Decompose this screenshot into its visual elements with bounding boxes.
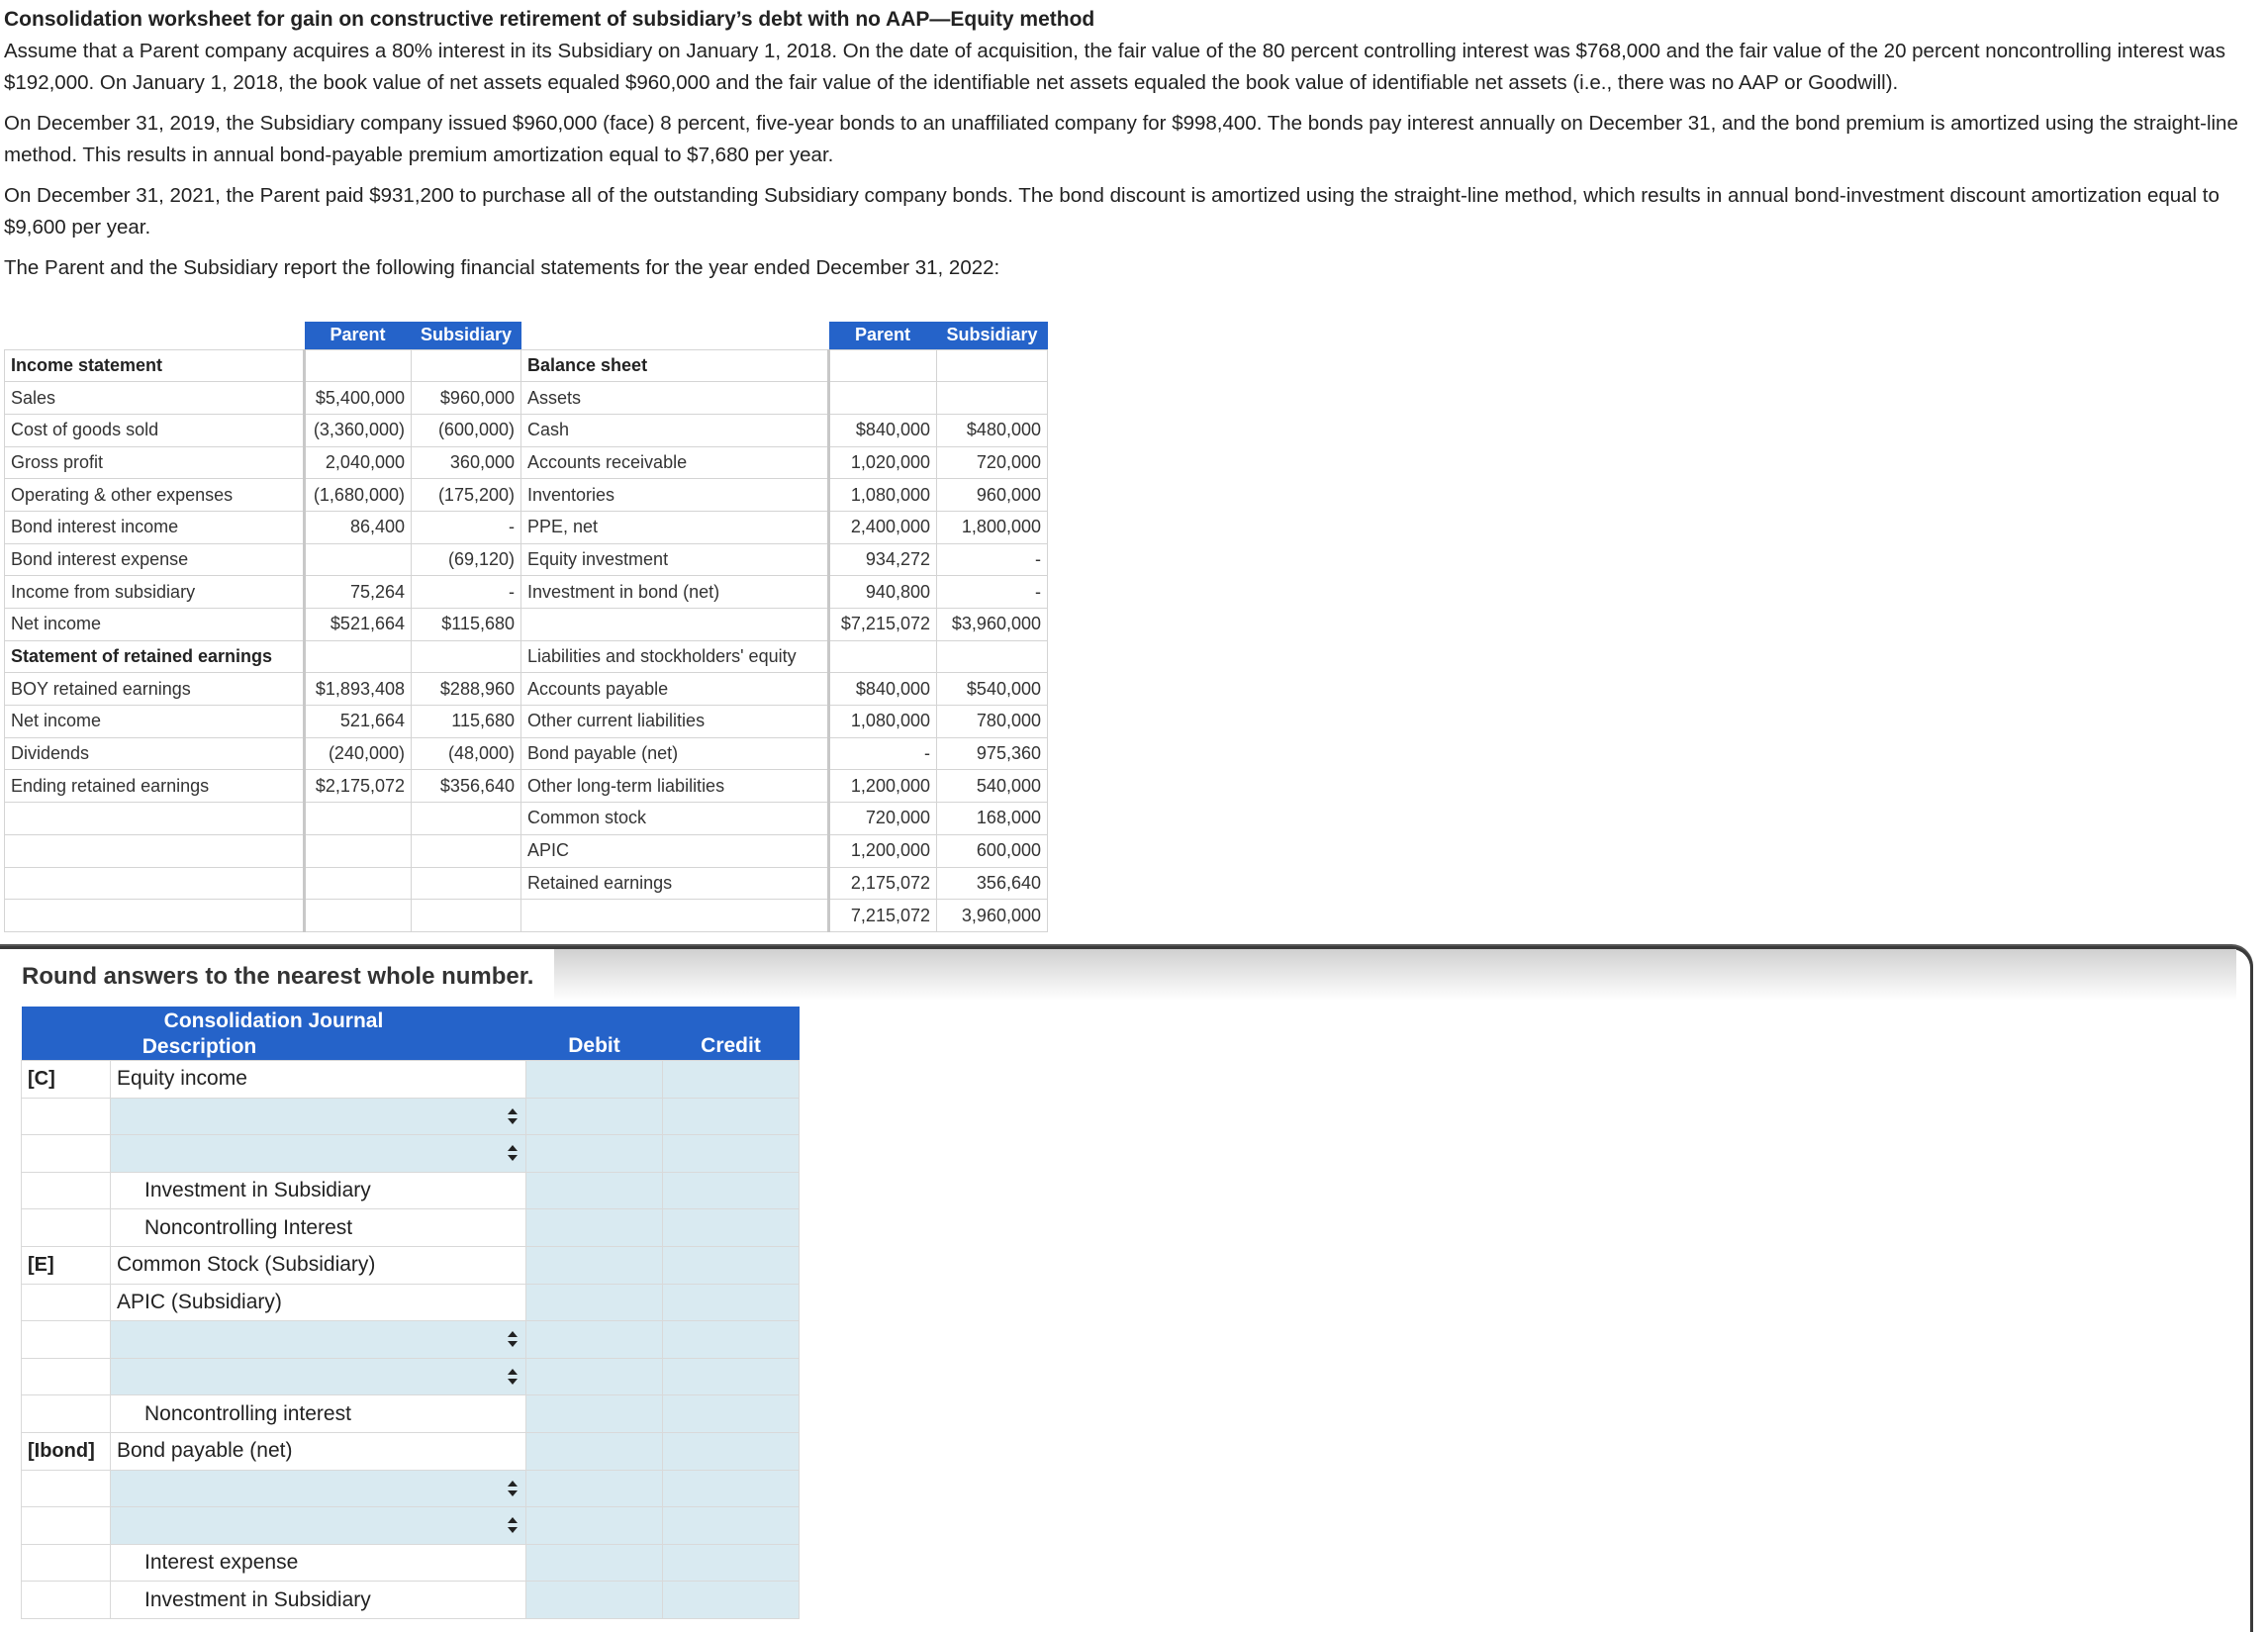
fin-label-cell: BOY retained earnings — [5, 673, 305, 706]
fin-value-cell — [305, 867, 412, 900]
fin-label-cell: Accounts payable — [521, 673, 829, 706]
fin-row — [5, 511, 1048, 543]
entry-code: [E] — [22, 1246, 111, 1284]
debit-input[interactable] — [526, 1544, 663, 1582]
fin-label-cell: Liabilities and stockholders' equity — [521, 640, 829, 673]
fin-label-cell: Net income — [5, 609, 305, 641]
fin-value-cell: - — [829, 737, 937, 770]
fin-value-cell: 720,000 — [937, 446, 1048, 479]
fin-value-cell: 1,080,000 — [829, 706, 937, 738]
journal-panel — [0, 946, 2253, 1632]
fin-value-cell — [412, 640, 521, 673]
fin-label-cell: Net income — [5, 706, 305, 738]
fin-label-cell — [5, 803, 305, 835]
fin-value-cell: 7,215,072 — [829, 900, 937, 932]
credit-input[interactable] — [663, 1582, 800, 1619]
fin-value-cell: $115,680 — [412, 609, 521, 641]
account-select[interactable] — [111, 1321, 526, 1359]
header-spacer — [5, 322, 305, 349]
account-select[interactable] — [111, 1470, 526, 1507]
fin-row — [5, 803, 1048, 835]
fin-label-cell: Ending retained earnings — [5, 770, 305, 803]
fin-value-cell: $960,000 — [412, 382, 521, 415]
fin-value-cell — [937, 382, 1048, 415]
fin-label-cell — [521, 900, 829, 932]
fin-row — [5, 609, 1048, 641]
fin-label-cell: Bond interest expense — [5, 543, 305, 576]
journal-row — [22, 1470, 800, 1507]
entry-code — [22, 1098, 111, 1135]
fin-value-cell: 115,680 — [412, 706, 521, 738]
debit-input[interactable] — [526, 1098, 663, 1135]
select-arrows-icon — [506, 1107, 520, 1125]
credit-input[interactable] — [663, 1098, 800, 1135]
problem-statement — [4, 4, 2260, 293]
fin-label-cell: Inventories — [521, 479, 829, 512]
fin-label-cell: Investment in bond (net) — [521, 576, 829, 609]
fin-label-cell: Operating & other expenses — [5, 479, 305, 512]
fin-value-cell: 2,175,072 — [829, 867, 937, 900]
entry-code: [C] — [22, 1061, 111, 1099]
fin-value-cell: $840,000 — [829, 673, 937, 706]
fin-label-cell — [521, 609, 829, 641]
credit-input[interactable] — [663, 1246, 800, 1284]
fin-label-cell: Balance sheet — [521, 349, 829, 382]
col-header-credit: Credit — [663, 1007, 800, 1061]
fin-value-cell: 720,000 — [829, 803, 937, 835]
fin-label-cell: Sales — [5, 382, 305, 415]
fin-value-cell: 960,000 — [937, 479, 1048, 512]
credit-input[interactable] — [663, 1470, 800, 1507]
fin-label-cell: PPE, net — [521, 511, 829, 543]
journal-header-row — [22, 1007, 800, 1061]
select-arrows-icon — [506, 1368, 520, 1386]
credit-input[interactable] — [663, 1209, 800, 1247]
col-header-description: Description — [142, 1035, 257, 1058]
credit-input[interactable] — [663, 1135, 800, 1173]
fin-row — [5, 834, 1048, 867]
account-select[interactable] — [111, 1507, 526, 1545]
fin-value-cell: 86,400 — [305, 511, 412, 543]
entry-code — [22, 1507, 111, 1545]
fin-value-cell: (1,680,000) — [305, 479, 412, 512]
fin-value-cell — [305, 640, 412, 673]
credit-input[interactable] — [663, 1395, 800, 1433]
problem-paragraph: Assume that a Parent company acquires a 80% interest in its Subsidiary on January 1, 2018. On the date of acquisition, the fair value of the 80 percent controlling interest was $768,000 and the fair value of the 20 percent noncontrolling interest was $192,000. On January 1, 2018, the book value of net assets equaled $960,000 and the fair value of the identifiable net assets equaled the book value of identifiable net assets (i.e., there was no AAP or Goodwill). — [4, 40, 2225, 94]
journal-row — [22, 1246, 800, 1284]
fin-value-cell: 975,360 — [937, 737, 1048, 770]
fin-value-cell: 2,400,000 — [829, 511, 937, 543]
fin-value-cell: $5,400,000 — [305, 382, 412, 415]
account-select[interactable] — [111, 1358, 526, 1395]
account-label: Equity income — [111, 1061, 526, 1099]
journal-row — [22, 1507, 800, 1545]
fin-value-cell: $2,175,072 — [305, 770, 412, 803]
fin-row — [5, 576, 1048, 609]
fin-value-cell: - — [412, 576, 521, 609]
journal-row — [22, 1432, 800, 1470]
account-label: Interest expense — [111, 1544, 526, 1582]
problem-title: Consolidation worksheet for gain on constructive retirement of subsidiary’s debt with no AAP—Equity method — [4, 8, 1095, 31]
fin-value-cell: $7,215,072 — [829, 609, 937, 641]
credit-input[interactable] — [663, 1061, 800, 1099]
fin-label-cell — [5, 900, 305, 932]
entry-code — [22, 1358, 111, 1395]
fin-header-row — [5, 322, 1048, 349]
account-label: Noncontrolling Interest — [111, 1209, 526, 1247]
account-label: Noncontrolling interest — [111, 1395, 526, 1433]
fin-value-cell — [412, 803, 521, 835]
journal-title-cell — [22, 1007, 526, 1061]
fin-value-cell — [829, 382, 937, 415]
fin-row — [5, 770, 1048, 803]
entry-code — [22, 1470, 111, 1507]
fin-value-cell: $840,000 — [829, 414, 937, 446]
fin-value-cell: 360,000 — [412, 446, 521, 479]
fin-value-cell: 1,200,000 — [829, 834, 937, 867]
fin-value-cell: 1,800,000 — [937, 511, 1048, 543]
entry-code — [22, 1209, 111, 1247]
select-arrows-icon — [506, 1144, 520, 1162]
round-note: Round answers to the nearest whole number. — [22, 963, 534, 990]
fin-row — [5, 900, 1048, 932]
fin-row — [5, 349, 1048, 382]
fin-row — [5, 706, 1048, 738]
fin-value-cell: (69,120) — [412, 543, 521, 576]
fin-label-cell — [5, 867, 305, 900]
fin-label-cell: APIC — [521, 834, 829, 867]
fin-value-cell: $521,664 — [305, 609, 412, 641]
journal-row — [22, 1061, 800, 1099]
problem-paragraph: The Parent and the Subsidiary report the following financial statements for the year ended December 31, 2022: — [4, 256, 1000, 279]
fin-value-cell: $1,893,408 — [305, 673, 412, 706]
debit-input[interactable] — [526, 1395, 663, 1433]
journal-row — [22, 1209, 800, 1247]
debit-input[interactable] — [526, 1209, 663, 1247]
select-arrows-icon — [506, 1480, 520, 1497]
fin-value-cell: 75,264 — [305, 576, 412, 609]
credit-input[interactable] — [663, 1321, 800, 1359]
fin-value-cell — [305, 900, 412, 932]
fin-value-cell — [305, 543, 412, 576]
fin-value-cell — [829, 349, 937, 382]
fin-label-cell: Bond interest income — [5, 511, 305, 543]
fin-value-cell: $480,000 — [937, 414, 1048, 446]
fin-value-cell: - — [412, 511, 521, 543]
journal-row — [22, 1544, 800, 1582]
account-label: Common Stock (Subsidiary) — [111, 1246, 526, 1284]
debit-input[interactable] — [526, 1135, 663, 1173]
col-header-debit: Debit — [526, 1007, 663, 1061]
fin-label-cell: Dividends — [5, 737, 305, 770]
debit-input[interactable] — [526, 1582, 663, 1619]
fin-label-cell: Bond payable (net) — [521, 737, 829, 770]
fin-row — [5, 673, 1048, 706]
fin-label-cell: Retained earnings — [521, 867, 829, 900]
fin-label-cell: Income statement — [5, 349, 305, 382]
fin-value-cell — [412, 834, 521, 867]
fin-value-cell: - — [937, 543, 1048, 576]
fin-value-cell — [937, 640, 1048, 673]
journal-row — [22, 1321, 800, 1359]
header-spacer — [521, 322, 829, 349]
fin-value-cell: - — [937, 576, 1048, 609]
journal-row — [22, 1284, 800, 1321]
fin-value-cell: (240,000) — [305, 737, 412, 770]
debit-input[interactable] — [526, 1061, 663, 1099]
account-label: Bond payable (net) — [111, 1432, 526, 1470]
fin-value-cell: 780,000 — [937, 706, 1048, 738]
problem-paragraph: On December 31, 2019, the Subsidiary company issued $960,000 (face) 8 percent, five-year bonds to an unaffiliated company for $998,400. The bonds pay interest annually on December 31, and the bond premium is amortized using the straight-line method. This results in annual bond-payable premium amortization equal to $7,680 per year. — [4, 112, 2238, 166]
account-select[interactable] — [111, 1098, 526, 1135]
fin-value-cell: 940,800 — [829, 576, 937, 609]
debit-input[interactable] — [526, 1172, 663, 1209]
credit-input[interactable] — [663, 1507, 800, 1545]
debit-input[interactable] — [526, 1321, 663, 1359]
entry-code — [22, 1395, 111, 1433]
account-label: Investment in Subsidiary — [111, 1172, 526, 1209]
journal-row — [22, 1358, 800, 1395]
fin-value-cell: (600,000) — [412, 414, 521, 446]
account-label: Investment in Subsidiary — [111, 1582, 526, 1619]
entry-code — [22, 1284, 111, 1321]
fin-label-cell: Cost of goods sold — [5, 414, 305, 446]
journal-row — [22, 1172, 800, 1209]
fin-row — [5, 867, 1048, 900]
fin-value-cell: 600,000 — [937, 834, 1048, 867]
fin-label-cell: Statement of retained earnings — [5, 640, 305, 673]
fin-value-cell: 168,000 — [937, 803, 1048, 835]
entry-code — [22, 1321, 111, 1359]
fin-value-cell: 356,640 — [937, 867, 1048, 900]
credit-input[interactable] — [663, 1284, 800, 1321]
credit-input[interactable] — [663, 1358, 800, 1395]
fin-value-cell — [412, 867, 521, 900]
col-header-parent: Parent — [305, 322, 412, 349]
journal-title: Consolidation Journal — [163, 1009, 384, 1032]
account-select[interactable] — [111, 1135, 526, 1173]
fin-value-cell: $356,640 — [412, 770, 521, 803]
fin-label-cell: Equity investment — [521, 543, 829, 576]
fin-label-cell: Other long-term liabilities — [521, 770, 829, 803]
col-header-subsidiary: Subsidiary — [412, 322, 521, 349]
problem-paragraph: On December 31, 2021, the Parent paid $931,200 to purchase all of the outstanding Subsidiary company bonds. The bond discount is amortized using the straight-line method, which results in annual bond-investment discount amortization equal to $9,600 per year. — [4, 184, 2220, 239]
select-arrows-icon — [506, 1516, 520, 1534]
fin-value-cell: 521,664 — [305, 706, 412, 738]
fin-value-cell: 934,272 — [829, 543, 937, 576]
fin-value-cell: 1,080,000 — [829, 479, 937, 512]
fin-row — [5, 543, 1048, 576]
entry-code — [22, 1172, 111, 1209]
fin-value-cell — [305, 834, 412, 867]
debit-input[interactable] — [526, 1432, 663, 1470]
debit-input[interactable] — [526, 1358, 663, 1395]
fin-value-cell: (48,000) — [412, 737, 521, 770]
debit-input[interactable] — [526, 1507, 663, 1545]
fin-value-cell: 1,020,000 — [829, 446, 937, 479]
fin-label-cell: Common stock — [521, 803, 829, 835]
fin-value-cell: 1,200,000 — [829, 770, 937, 803]
credit-input[interactable] — [663, 1432, 800, 1470]
entry-code — [22, 1544, 111, 1582]
fin-value-cell — [305, 349, 412, 382]
fin-value-cell — [829, 640, 937, 673]
fin-value-cell: $540,000 — [937, 673, 1048, 706]
fin-label-cell — [5, 834, 305, 867]
fin-value-cell: (175,200) — [412, 479, 521, 512]
debit-input[interactable] — [526, 1246, 663, 1284]
fin-label-cell: Other current liabilities — [521, 706, 829, 738]
fin-value-cell — [412, 349, 521, 382]
credit-input[interactable] — [663, 1544, 800, 1582]
fin-row — [5, 446, 1048, 479]
fin-value-cell — [937, 349, 1048, 382]
fin-value-cell: $288,960 — [412, 673, 521, 706]
fin-row — [5, 640, 1048, 673]
entry-code — [22, 1135, 111, 1173]
fin-label-cell: Assets — [521, 382, 829, 415]
credit-input[interactable] — [663, 1172, 800, 1209]
account-label: APIC (Subsidiary) — [111, 1284, 526, 1321]
col-header-subsidiary: Subsidiary — [937, 322, 1048, 349]
journal-row — [22, 1135, 800, 1173]
entry-code — [22, 1582, 111, 1619]
fin-row — [5, 737, 1048, 770]
debit-input[interactable] — [526, 1470, 663, 1507]
debit-input[interactable] — [526, 1284, 663, 1321]
fin-label-cell: Income from subsidiary — [5, 576, 305, 609]
financial-statements-table — [4, 322, 1048, 932]
journal-row — [22, 1395, 800, 1433]
col-header-parent: Parent — [829, 322, 937, 349]
fin-row — [5, 479, 1048, 512]
fin-value-cell: $3,960,000 — [937, 609, 1048, 641]
fin-value-cell — [412, 900, 521, 932]
entry-code: [Ibond] — [22, 1432, 111, 1470]
fin-value-cell: 2,040,000 — [305, 446, 412, 479]
consolidation-journal-table — [21, 1007, 800, 1619]
fin-row — [5, 382, 1048, 415]
fin-label-cell: Cash — [521, 414, 829, 446]
fin-label-cell: Gross profit — [5, 446, 305, 479]
journal-row — [22, 1098, 800, 1135]
fin-label-cell: Accounts receivable — [521, 446, 829, 479]
select-arrows-icon — [506, 1330, 520, 1348]
fin-value-cell: 540,000 — [937, 770, 1048, 803]
fin-row — [5, 414, 1048, 446]
fin-value-cell: 3,960,000 — [937, 900, 1048, 932]
fin-value-cell: (3,360,000) — [305, 414, 412, 446]
journal-row — [22, 1582, 800, 1619]
fin-value-cell — [305, 803, 412, 835]
